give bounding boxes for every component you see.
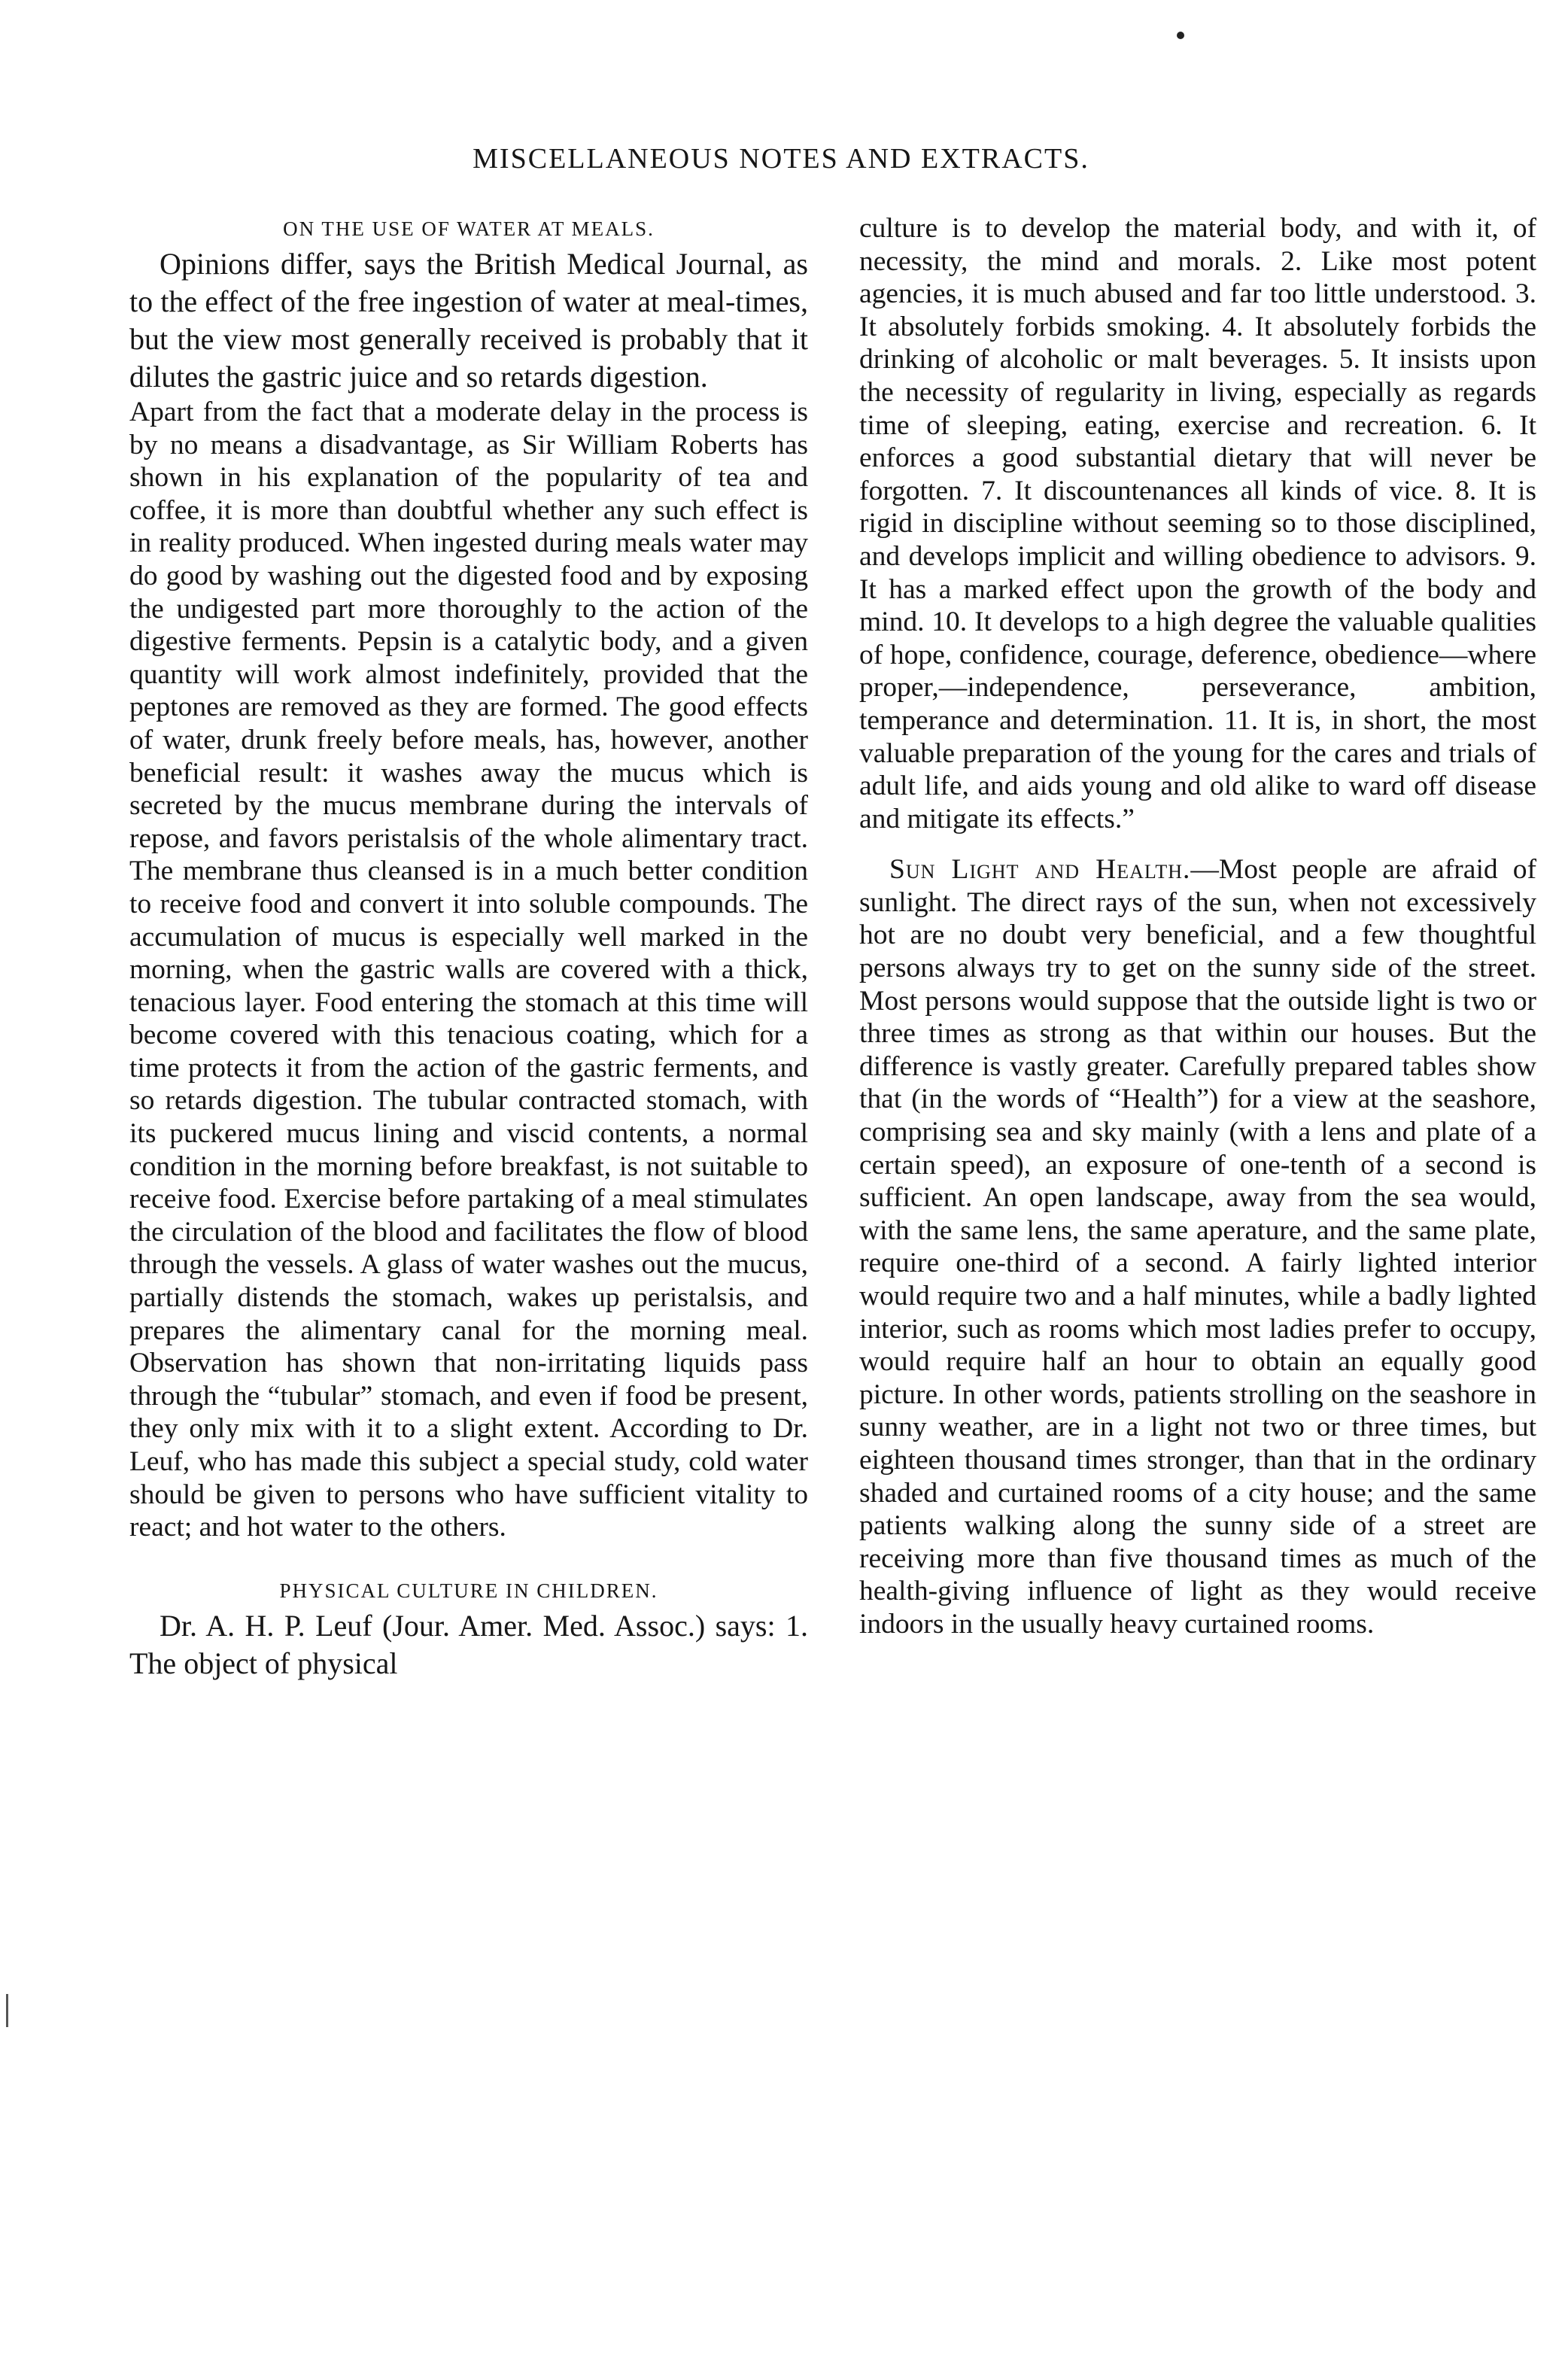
sun-light-paragraph	[859, 853, 1536, 1640]
article-body-paragraph: Apart from the fact that a moderate delay in the process is by no means a disadvantage, as Sir William Roberts has shown in his explanation of the popularity of tea and coffee, it is more than doubtful whether any such effect is in reality produced. When ingested during meals water may do good by washing out the digested food and by exposing the undigested part more thoroughly to the action of the digestive ferments. Pepsin is a catalytic body, and a given quantity will work almost indefinitely, provided that the peptones are removed as they are formed. The good effects of water, drunk freely before meals, has, however, another beneficial result: it washes away the mucus which is secreted by the mucus membrane during the intervals of repose, and favors peristalsis of the whole alimentary tract. The membrane thus cleansed is in a much better condition to receive food and convert it into soluble compounds. The accumulation of mucus is especially well marked in the morning, when the gastric walls are covered with a thick, tenacious layer. Food entering the stomach at this time will become covered with this tenacious coating, which for a time protects it from the action of the gastric ferments, and so retards digestion. The tubular contracted stomach, with its puckered mucus lining and viscid contents, a normal condition in the morning before breakfast, is not suitable to receive food. Exercise before partaking of a meal stimulates the circulation of the blood and facilitates the flow of blood through the vessels. A glass of water washes out the mucus, partially distends the stomach, wakes up peristalsis, and prepares the alimentary canal for the morning meal. Observation has shown that non-irritating liquids pass through the “tubular” stomach, and even if food be present, they only mix with it to a slight extent. According to Dr. Leuf, who has made this subject a special study, cold water should be given to persons who have sufficient vitality to react; and hot water to the others.	[129, 397, 808, 1543]
sun-light-text: —Most people are afraid of sunlight. The direct rays of the sun, when not excessively hot are no doubt very beneficial, and a few thoughtful persons always try to get on the sunny side of the street. Most persons would suppose that the outside light is two or three times as strong as that within our houses. But the difference is vastly greater. Carefully prepared tables show that (in the words of “Health”) for a view at the seashore, comprising sea and sky mainly (with a lens and plate of a certain speed), an exposure of one-tenth of a second is sufficient. An open landscape, away from the sea would, with the same lens, the same aperature, and the same plate, require one-third of a second. A fairly lighted interior would require two and a half minutes, while a badly lighted interior, such as rooms which most ladies prefer to occupy, would require half an hour to obtain an equally good picture. In other words, patients strolling on the seashore in sunny weather, are in a light not two or three times, but eighteen thousand times stronger, than that in the ordinary shaded and curtained rooms of a city house; and the same patients walking along the sunny side of a street are receiving more than five thousand times as much of the health-giving influence of light as they would receive indoors in the usually heavy curtained rooms.	[859, 854, 1536, 1640]
running-title: MISCELLANEOUS NOTES AND EXTRACTS.	[473, 143, 1089, 175]
margin-mark	[6, 1994, 8, 2027]
ink-dot	[1177, 32, 1184, 39]
left-column	[129, 212, 808, 1682]
section-heading-water-at-meals: ON THE USE OF WATER AT MEALS.	[283, 217, 655, 240]
section-heading-physical-culture: PHYSICAL CULTURE IN CHILDREN.	[279, 1579, 658, 1602]
right-column	[859, 212, 1536, 1641]
sun-light-run-in-heading: Sun Light and Health.	[889, 854, 1191, 886]
article-lead-paragraph: Opinions differ, says the British Medical Journal, as to the effect of the free ingestion of water at meal-times, but the view most generally received is probably that it dilutes the gastric juice and so retards digestion.	[129, 247, 808, 394]
physical-culture-lead-paragraph: Dr. A. H. P. Leuf (Jour. Amer. Med. Assoc.) says: 1. The object of physical	[129, 1608, 808, 1680]
physical-culture-continuation: culture is to develop the material body, and with it, of necessity, the mind and morals. 2. Like most potent agencies, it is much abused and far too little understood. 3. It absolutely forbids smoking. 4. It absolutely forbids the drinking of alcoholic or malt beverages. 5. It insists upon the necessity of regularity in living, especially as regards time of sleeping, eating, exercise and recreation. 6. It enforces a good substantial dietary that will never be forgotten. 7. It discountenances all kinds of vice. 8. It is rigid in discipline without seeming so to those disciplined, and develops implicit and willing obedience to advisors. 9. It has a marked effect upon the growth of the body and mind. 10. It develops to a high degree the valuable qualities of hope, confidence, courage, deference, obedience—where proper,—independence, perseverance, ambition, temperance and determination. 11. It is, in short, the most valuable preparation of the young for the cares and trials of adult life, and aids young and old alike to ward off disease and mitigate its effects.”	[859, 213, 1536, 834]
